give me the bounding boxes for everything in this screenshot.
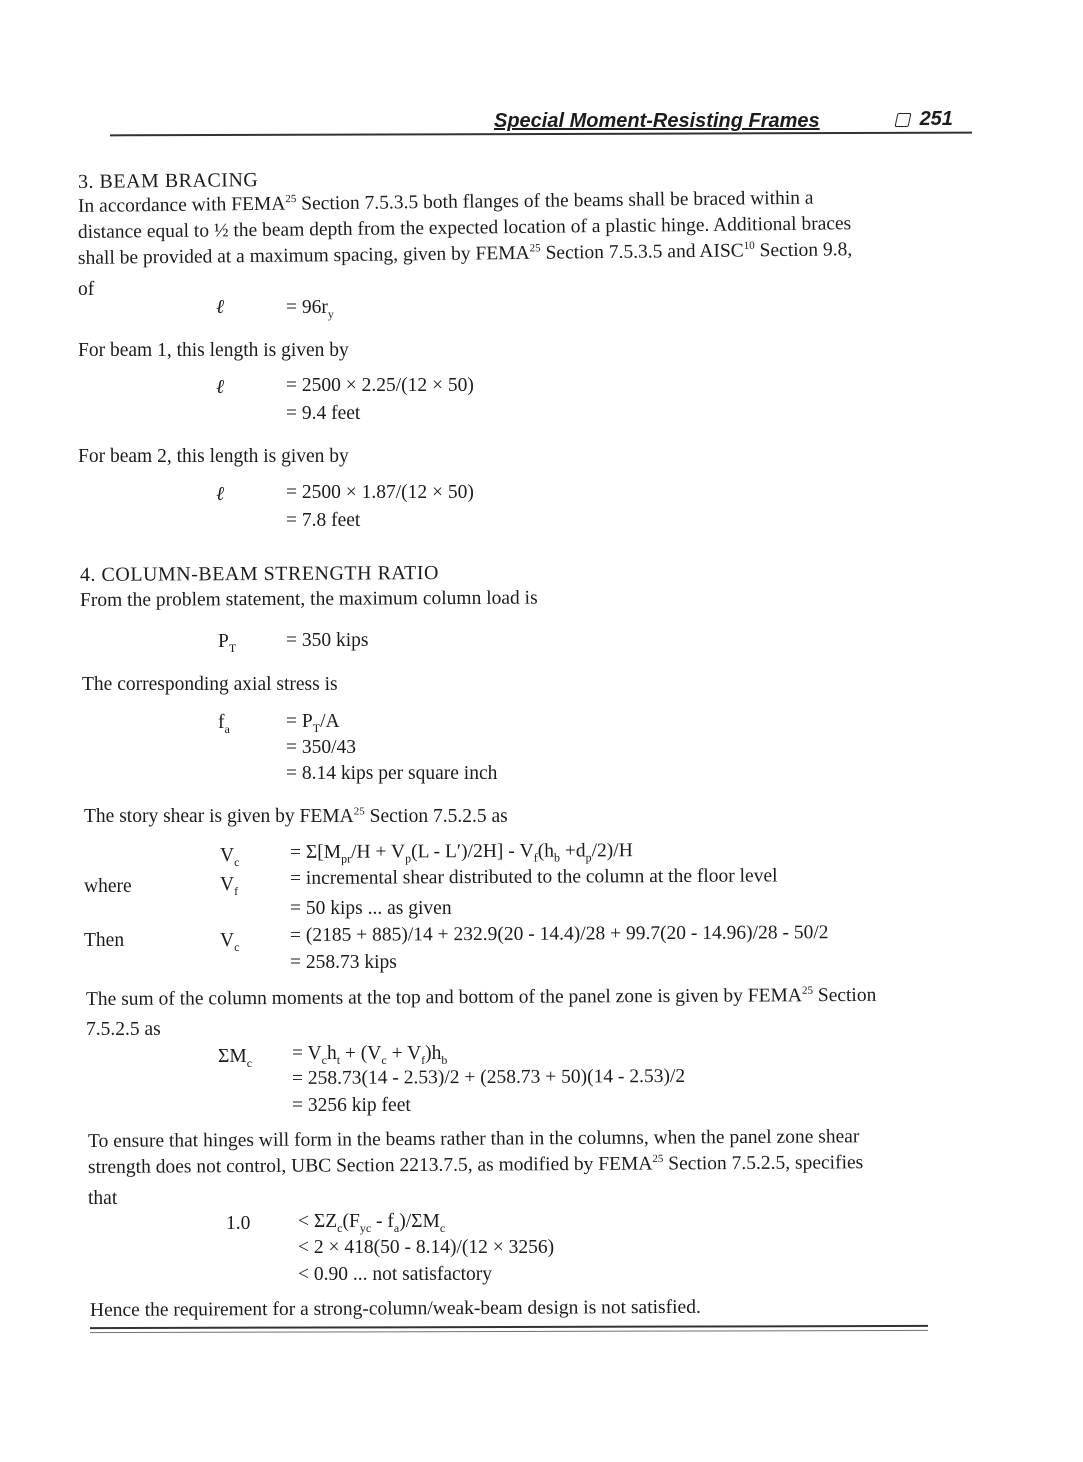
hinge-para-line-1: To ensure that hinges will form in the beams rather than in the columns, when the panel zone shear: [87, 1126, 860, 1152]
section-4-intro: From the problem statement, the maximum column load is: [79, 587, 538, 611]
page-number-block: [896, 108, 953, 131]
beam-1-lhs: ℓ: [216, 377, 225, 398]
fa-line-2: = 350/43: [286, 737, 357, 758]
mc-line-1: = $V_ch_t + (V_c + V_f)h_b$: [292, 1043, 448, 1067]
vc2-line-1: = (2185 + 885)/14 + 232.9(20 - 14.4)/28 + 99.7(20 - 14.96)/28 - 50/2: [289, 922, 829, 946]
vf-value: = 50 kips ... as given: [290, 898, 452, 919]
eq-spacing-lhs: ℓ: [216, 297, 225, 318]
fa-line-1: = $P_T/A$: [286, 711, 340, 735]
page-number: 251: [919, 108, 953, 130]
running-header: [494, 110, 820, 133]
mc-lhs: $\Sigma M_c$: [218, 1046, 253, 1070]
end-rule-top: [90, 1325, 928, 1329]
running-title: Special Moment-Resisting Frames: [494, 110, 820, 132]
vc-equation: = $\Sigma[M_{pr}/H + V_p(L - L')/2H] - V_f(h_b +d_p/2)/H$: [289, 840, 633, 866]
beam-1-line-1: = 2500 × 2.25/(12 × 50): [286, 375, 474, 396]
mc-line-2: = 258.73(14 - 2.53)/2 + (258.73 + 50)(14 - 2.53)/2: [291, 1065, 686, 1089]
end-rule-bottom: [90, 1330, 928, 1333]
moment-intro-line-2: 7.5.2.5 as: [86, 1019, 161, 1040]
section-4-heading: 4. COLUMN-BEAM STRENGTH RATIO: [79, 562, 440, 586]
section-3-heading: 3. BEAM BRACING: [77, 169, 259, 193]
then-label: Then: [84, 930, 125, 951]
pt-rhs: = 350 kips: [286, 630, 369, 651]
header-rule: [110, 132, 972, 136]
ratio-line-3: < 0.90 ... not satisfactory: [298, 1264, 493, 1285]
section-3-para-line-4: of: [78, 279, 95, 300]
ratio-lhs: 1.0: [226, 1213, 251, 1234]
beam-2-intro: For beam 2, this length is given by: [78, 446, 349, 467]
section-3-para-line-1: In accordance with FEMA$^{25}$ Section 7.5.3.5 both flanges of the beams shall be braced within a: [77, 187, 814, 217]
eq-spacing-rhs: = $96r_y$: [286, 297, 334, 321]
axial-intro: The corresponding axial stress is: [82, 674, 338, 695]
ratio-line-1: < $\Sigma Z_c(F_{yc} - f_a)/\Sigma M_c$: [298, 1211, 446, 1235]
beam-2-line-2: = 7.8 feet: [286, 510, 361, 531]
beam-2-line-1: = 2500 × 1.87/(12 × 50): [286, 482, 474, 503]
story-shear-intro: The story shear is given by FEMA$^{25}$ Section 7.5.2.5 as: [84, 805, 508, 827]
hinge-para-line-3: that: [88, 1188, 118, 1209]
moment-intro-line-1: The sum of the column moments at the top and bottom of the panel zone is given by FEMA$^{25}$ Section: [85, 984, 877, 1010]
vc-lhs: $V_c$: [220, 845, 240, 869]
vc2-lhs: $V_c$: [220, 930, 240, 954]
vf-definition: = incremental shear distributed to the column at the floor level: [289, 865, 778, 889]
vc2-line-2: = 258.73 kips: [290, 952, 397, 973]
section-3-para-line-3: shall be provided at a maximum spacing, given by FEMA$^{25}$ Section 7.5.3.5 and AISC$^{10}$ Section 9.8,: [77, 239, 853, 269]
beam-1-line-2: = 9.4 feet: [286, 403, 361, 424]
section-3-para-line-2: distance equal to ½ the beam depth from the expected location of a plastic hinge. Additional braces: [77, 213, 852, 243]
beam-1-intro: For beam 1, this length is given by: [78, 340, 349, 361]
vf-lhs: $V_f$: [220, 874, 239, 898]
beam-2-lhs: ℓ: [216, 484, 225, 505]
square-icon: [895, 113, 912, 127]
fa-line-3: = 8.14 kips per square inch: [286, 763, 498, 784]
hinge-para-line-2: strength does not control, UBC Section 2213.7.5, as modified by FEMA$^{25}$ Section 7.5.2.5, specifies: [87, 1152, 864, 1178]
where-label: where: [84, 876, 132, 897]
conclusion: Hence the requirement for a strong-column/weak-beam design is not satisfied.: [89, 1296, 701, 1321]
pt-lhs: $P_T$: [218, 631, 237, 655]
fa-lhs: $f_a$: [218, 712, 230, 736]
ratio-line-2: < 2 × 418(50 - 8.14)/(12 × 3256): [298, 1237, 555, 1258]
mc-line-3: = 3256 kip feet: [292, 1095, 411, 1116]
